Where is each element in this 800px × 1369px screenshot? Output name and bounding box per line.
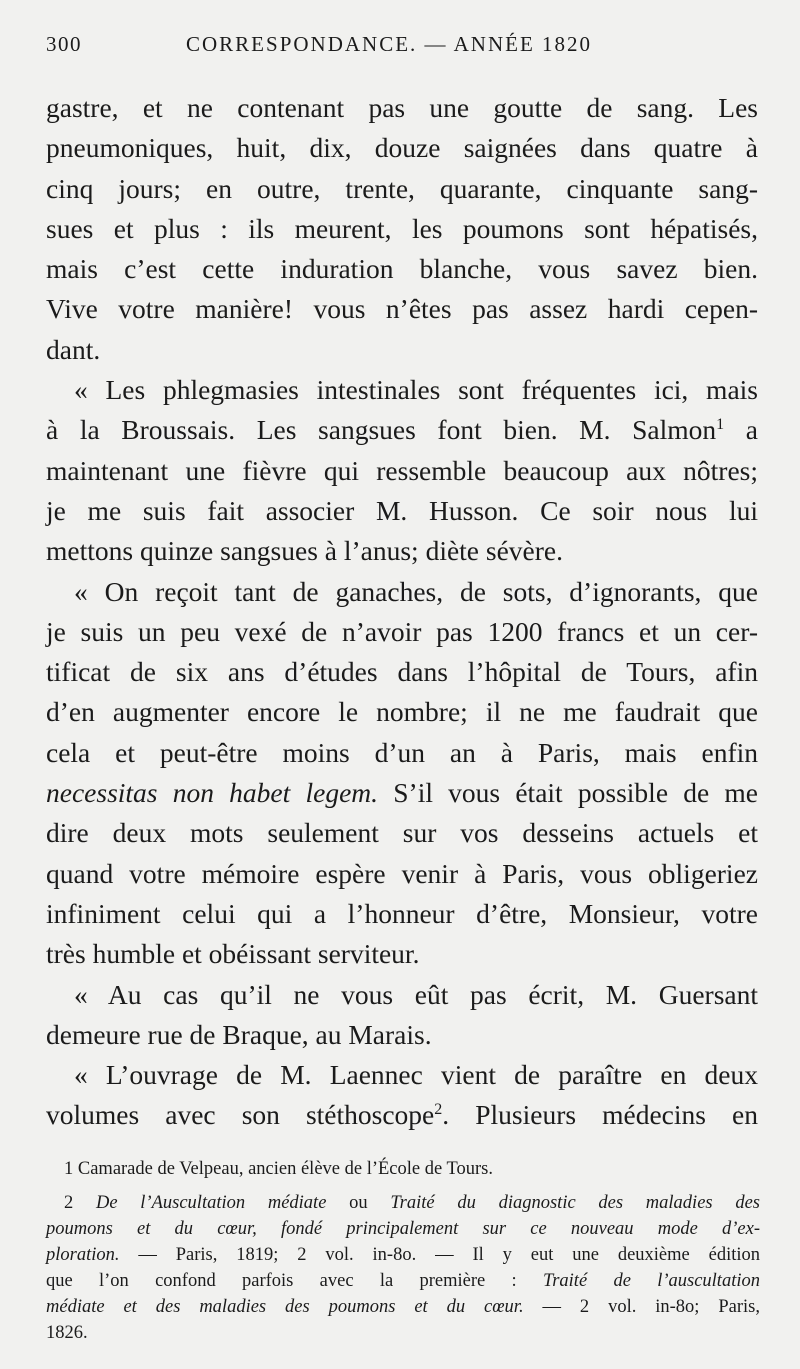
body-text-fragment: a bbox=[724, 414, 758, 446]
body-line: je me suis fait associer M. Husson. Ce soir nous lui bbox=[46, 494, 758, 526]
footnote-italic: médiate et des maladies des poumons et du cœur. bbox=[46, 1297, 524, 1317]
page-header bbox=[46, 32, 756, 64]
footnote-2-line bbox=[46, 1294, 760, 1320]
footnote-italic: ploration. bbox=[46, 1245, 120, 1265]
body-line: maintenant une fièvre qui ressemble beaucoup aux nôtres; bbox=[46, 454, 758, 486]
body-line: mettons quinze sangsues à l’anus; diète sévère. bbox=[46, 535, 563, 567]
body-text-fragment: volumes avec son stéthoscope bbox=[46, 1099, 435, 1131]
body-line: gastre, et ne contenant pas une goutte de sang. Les bbox=[46, 92, 758, 123]
footnote-2-line bbox=[46, 1190, 760, 1216]
body-text-fragment: S’il vous était possible de me bbox=[378, 777, 759, 809]
body-line: « On reçoit tant de ganaches, de sots, d’ignorants, que bbox=[74, 575, 758, 607]
body-line: dire deux mots seulement sur vos desseins actuels et bbox=[46, 817, 758, 849]
body-line: je suis un peu vexé de n’avoir pas 1200 francs et un cer- bbox=[46, 615, 758, 647]
footnote-1 bbox=[46, 1156, 760, 1182]
footnote-2-line bbox=[46, 1268, 760, 1294]
body-line: cela et peut-être moins d’un an à Paris, mais enfin bbox=[46, 736, 758, 768]
footnote-2-line: 1826. bbox=[46, 1323, 88, 1343]
body-line: pneumoniques, huit, dix, douze saignées dans quatre à bbox=[46, 132, 758, 164]
body-line: sues et plus : ils meurent, les poumons sont hépatisés, bbox=[46, 212, 758, 244]
body-line: Vive votre manière! vous n’êtes pas assez hardi cepen- bbox=[46, 293, 758, 325]
footnote-marker: 2 bbox=[64, 1193, 74, 1213]
footnote-text: que l’on confond parfois avec la première : bbox=[46, 1271, 543, 1291]
body-text-fragment: à la Broussais. Les sangsues font bien. M. Salmon bbox=[46, 414, 717, 446]
footnote-text: Camarade de Velpeau, ancien élève de l’École de Tours. bbox=[73, 1159, 493, 1179]
footnote-ref-1: 1 bbox=[716, 416, 725, 434]
footnote-text: ou bbox=[326, 1193, 391, 1213]
body-line: très humble et obéissant serviteur. bbox=[46, 938, 420, 970]
body-line-latin bbox=[46, 773, 758, 813]
footnote-italic: Traité de l’auscultation bbox=[542, 1271, 760, 1291]
footnote-text: — 2 vol. in-8o; Paris, bbox=[523, 1297, 760, 1317]
footnote-ref-2: 2 bbox=[434, 1101, 443, 1119]
footnotes bbox=[46, 1156, 760, 1346]
page-number: 300 bbox=[46, 32, 82, 56]
running-head: CORRESPONDANCE. — ANNÉE 1820 bbox=[186, 32, 593, 56]
body-line: cinq jours; en outre, trente, quarante, cinquante sang- bbox=[46, 172, 758, 204]
body-line: dant. bbox=[46, 333, 101, 365]
body-text-fragment: . Plusieurs médecins en bbox=[442, 1099, 758, 1131]
footnote-2-line bbox=[46, 1242, 760, 1268]
body-line: « Les phlegmasies intestinales sont fréquentes ici, mais bbox=[74, 374, 758, 406]
body-line: « L’ouvrage de M. Laennec vient de paraître en deux bbox=[74, 1059, 758, 1091]
footnote-marker: 1 bbox=[64, 1159, 74, 1179]
footnote-italic: De l’Auscultation médiate bbox=[73, 1193, 327, 1213]
body-line: infiniment celui qui a l’honneur d’être, Monsieur, votre bbox=[46, 897, 758, 929]
body-text bbox=[46, 88, 758, 1136]
body-line-salmon bbox=[46, 410, 758, 450]
body-line: tificat de six ans d’études dans l’hôpital de Tours, afin bbox=[46, 656, 758, 688]
body-line: mais c’est cette induration blanche, vous savez bien. bbox=[46, 253, 758, 285]
latin-phrase: necessitas non habet legem. bbox=[46, 777, 379, 809]
body-line: d’en augmenter encore le nombre; il ne me faudrait que bbox=[46, 696, 758, 728]
body-line-stethoscope bbox=[46, 1095, 758, 1135]
footnote-text: — Paris, 1819; 2 vol. in-8o. — Il y eut une deuxième édition bbox=[119, 1245, 760, 1265]
body-line: quand votre mémoire espère venir à Paris, vous obligeriez bbox=[46, 857, 758, 889]
body-line: demeure rue de Braque, au Marais. bbox=[46, 1018, 432, 1050]
body-line: « Au cas qu’il ne vous eût pas écrit, M. Guersant bbox=[74, 978, 758, 1010]
footnote-2-line: poumons et du cœur, fondé principalement sur ce nouveau mode d’ex- bbox=[46, 1219, 760, 1239]
footnote-italic: Traité du diagnostic des maladies des bbox=[390, 1193, 760, 1213]
